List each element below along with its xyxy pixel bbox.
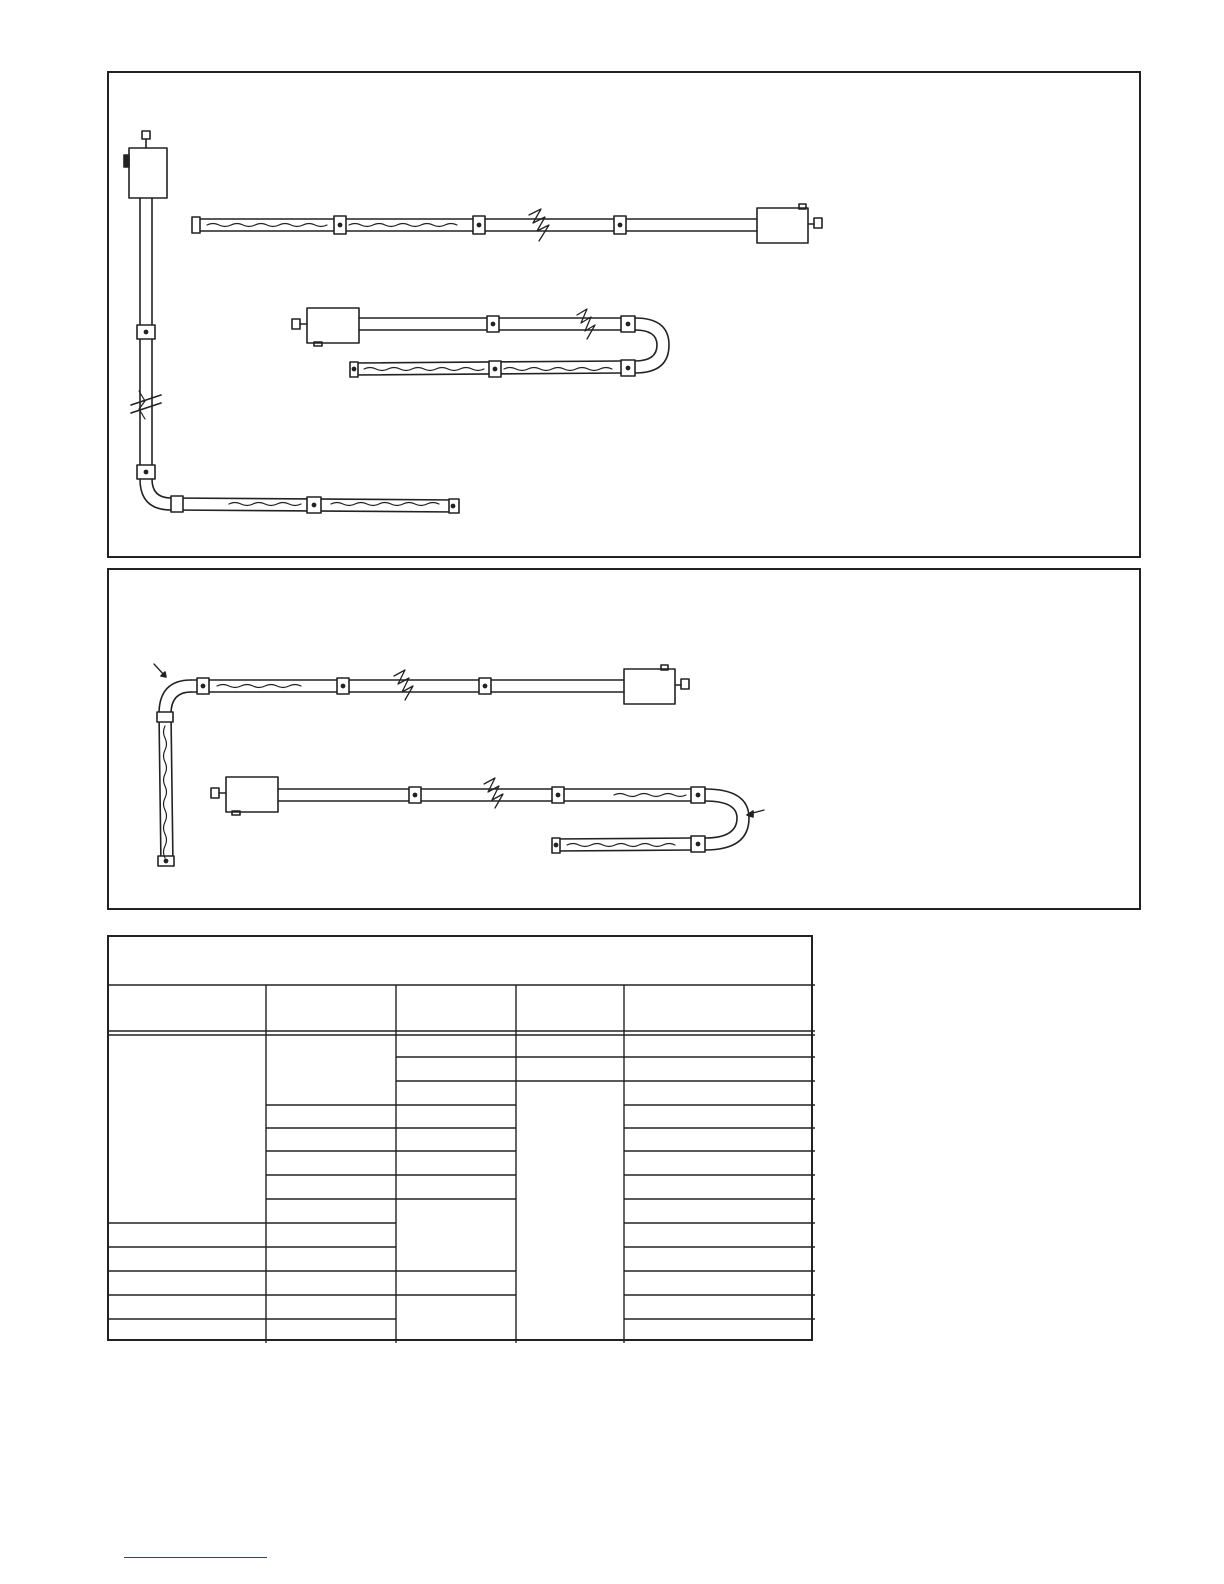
- footer-link-rule: [124, 1557, 267, 1558]
- column-5-lines: [624, 1057, 815, 1319]
- installation-figure-upper: [107, 71, 1141, 558]
- column-1-lines: [109, 1223, 266, 1319]
- control-box: [129, 148, 167, 198]
- column-2-lines: [266, 1105, 396, 1319]
- assembly-u-bend-lower: [211, 777, 764, 853]
- installation-figure-lower: [107, 568, 1141, 910]
- column-dividers: [266, 985, 624, 1343]
- specification-table: [107, 935, 813, 1341]
- table-grid: [109, 937, 815, 1343]
- control-box: [307, 308, 359, 343]
- column-3-lines: [396, 1057, 516, 1295]
- lower-figure-drawing: [109, 570, 1143, 912]
- assembly-elbow-down: [154, 664, 689, 866]
- upper-figure-drawing: [109, 73, 1143, 560]
- assembly-straight-run: [192, 204, 822, 243]
- control-box: [226, 777, 278, 812]
- control-box: [624, 669, 675, 704]
- control-box: [757, 208, 808, 243]
- assembly-u-bend: [292, 308, 669, 377]
- column-4-lines: [516, 1057, 624, 1081]
